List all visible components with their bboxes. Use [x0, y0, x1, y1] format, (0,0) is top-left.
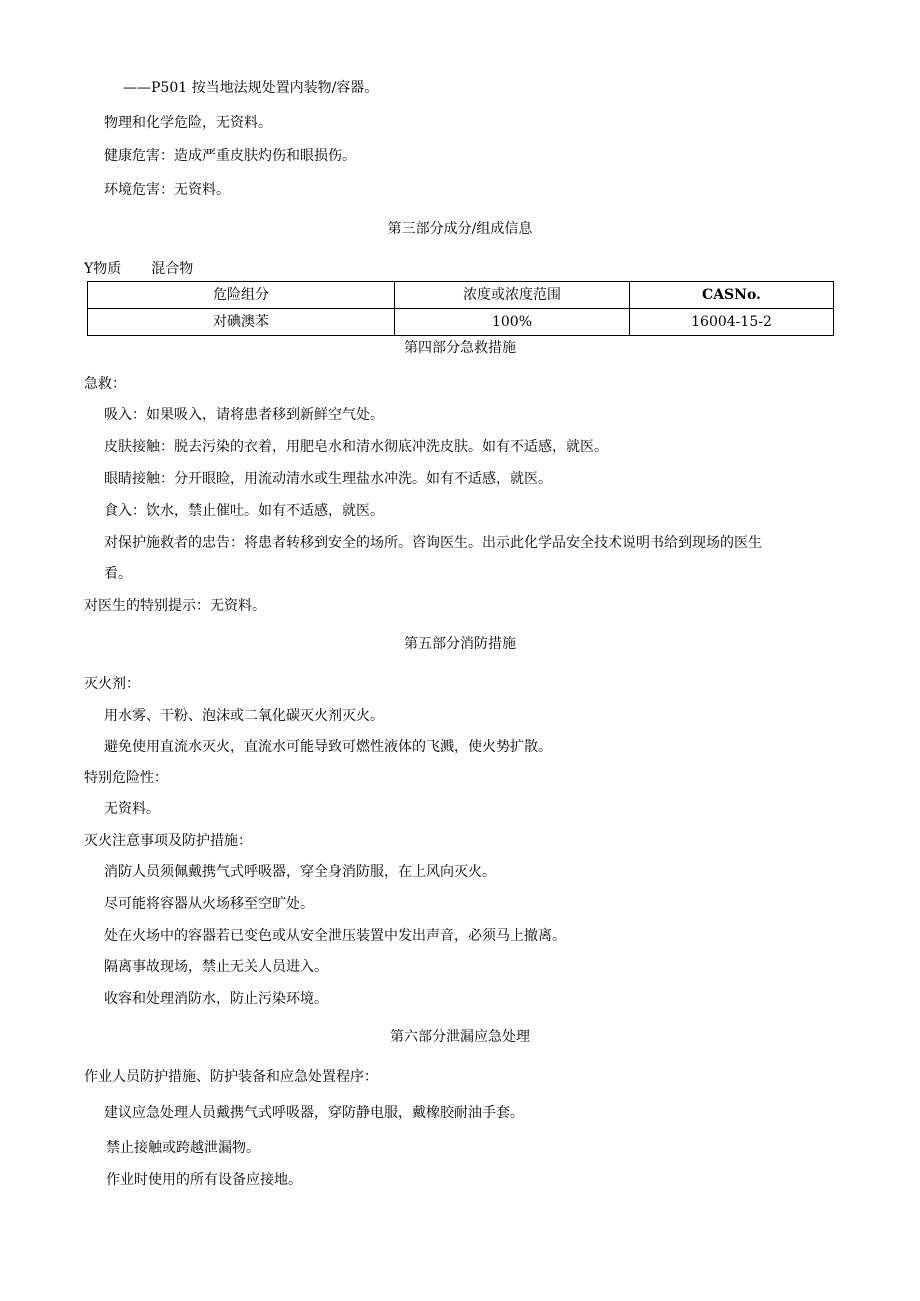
health-hazard: 健康危害：造成严重皮肤灼伤和眼损伤。	[104, 148, 356, 164]
environment-hazard: 环境危害：无资料。	[104, 182, 230, 198]
first-aid-label: 急救：	[84, 376, 126, 392]
agent-2: 避免使用直流水灭火，直流水可能导致可燃性液体的飞溅，使火势扩散。	[104, 739, 552, 755]
table-row	[88, 309, 834, 336]
special-hazard-label: 特别危险性：	[84, 770, 168, 786]
part5-title: 第五部分消防措施	[404, 636, 516, 652]
personnel-protection-label: 作业人员防护措施、防护装备和应急处置程序：	[84, 1069, 378, 1085]
part6-title: 第六部分泄漏应急处理	[390, 1029, 530, 1045]
rescuer-advice-line1: 对保护施救者的忠告：将患者转移到安全的场所。咨询医生。出示此化学品安全技术说明书给到现场的医生	[104, 535, 762, 551]
leak-item-2: 禁止接触或跨越泄漏物。	[106, 1140, 260, 1156]
agent-1: 用水雾、干粉、泡沫或二氧化碳灭火剂灭火。	[104, 708, 384, 724]
part3-title: 第三部分成分/组成信息	[387, 221, 533, 237]
precaution-2: 尽可能将容器从火场移至空旷处。	[104, 896, 314, 912]
precautions-label: 灭火注意事项及防护措施：	[84, 833, 252, 849]
composition-table	[87, 281, 834, 336]
skin-contact: 皮肤接触：脱去污染的衣着，用肥皂水和清水彻底冲洗皮肤。如有不适感，就医。	[104, 439, 608, 455]
precaution-1: 消防人员须佩戴携气式呼吸器，穿全身消防服，在上风向灭火。	[104, 864, 496, 880]
leak-item-3: 作业时使用的所有设备应接地。	[106, 1172, 302, 1188]
extinguishing-agents-label: 灭火剂：	[84, 676, 140, 692]
material-label: Y物质	[84, 261, 122, 277]
physical-chemical-hazard: 物理和化学危险，无资料。	[104, 115, 272, 131]
cell-component: 对碘澳苯	[88, 309, 395, 336]
cell-concentration: 100%	[395, 309, 630, 336]
material-type: 混合物	[151, 261, 194, 277]
inhalation: 吸入：如果吸入，请将患者移到新鲜空气处。	[104, 407, 384, 423]
rescuer-advice-line2: 看。	[104, 566, 132, 582]
precaution-5: 收容和处理消防水，防止污染环境。	[104, 991, 328, 1007]
header-concentration: 浓度或浓度范围	[395, 282, 630, 309]
precaution-3: 处在火场中的容器若已变色或从安全泄压装置中发出声音，必须马上撤离。	[104, 928, 566, 944]
cell-cas-no: 16004-15-2	[630, 309, 834, 336]
ingestion: 食入：饮水，禁止催吐。如有不适感，就医。	[104, 503, 384, 519]
header-hazard-component: 危险组分	[88, 282, 395, 309]
precaution-4: 隔离事故现场，禁止无关人员进入。	[104, 959, 328, 975]
header-cas-no: CASNo.	[630, 282, 834, 309]
doctor-note: 对医生的特别提示：无资料。	[84, 598, 266, 614]
table-header-row	[88, 282, 834, 309]
special-hazard-value: 无资料。	[104, 801, 160, 817]
part4-title: 第四部分急救措施	[404, 340, 516, 356]
leak-item-1: 建议应急处理人员戴携气式呼吸器，穿防静电服，戴橡胶耐油手套。	[104, 1105, 524, 1121]
eye-contact: 眼睛接触：分开眼睑，用流动清水或生理盐水冲洗。如有不适感，就医。	[104, 471, 552, 487]
p501-line: ——P501 按当地法规处置内装物/容器。	[123, 80, 379, 96]
material-row	[84, 261, 193, 278]
